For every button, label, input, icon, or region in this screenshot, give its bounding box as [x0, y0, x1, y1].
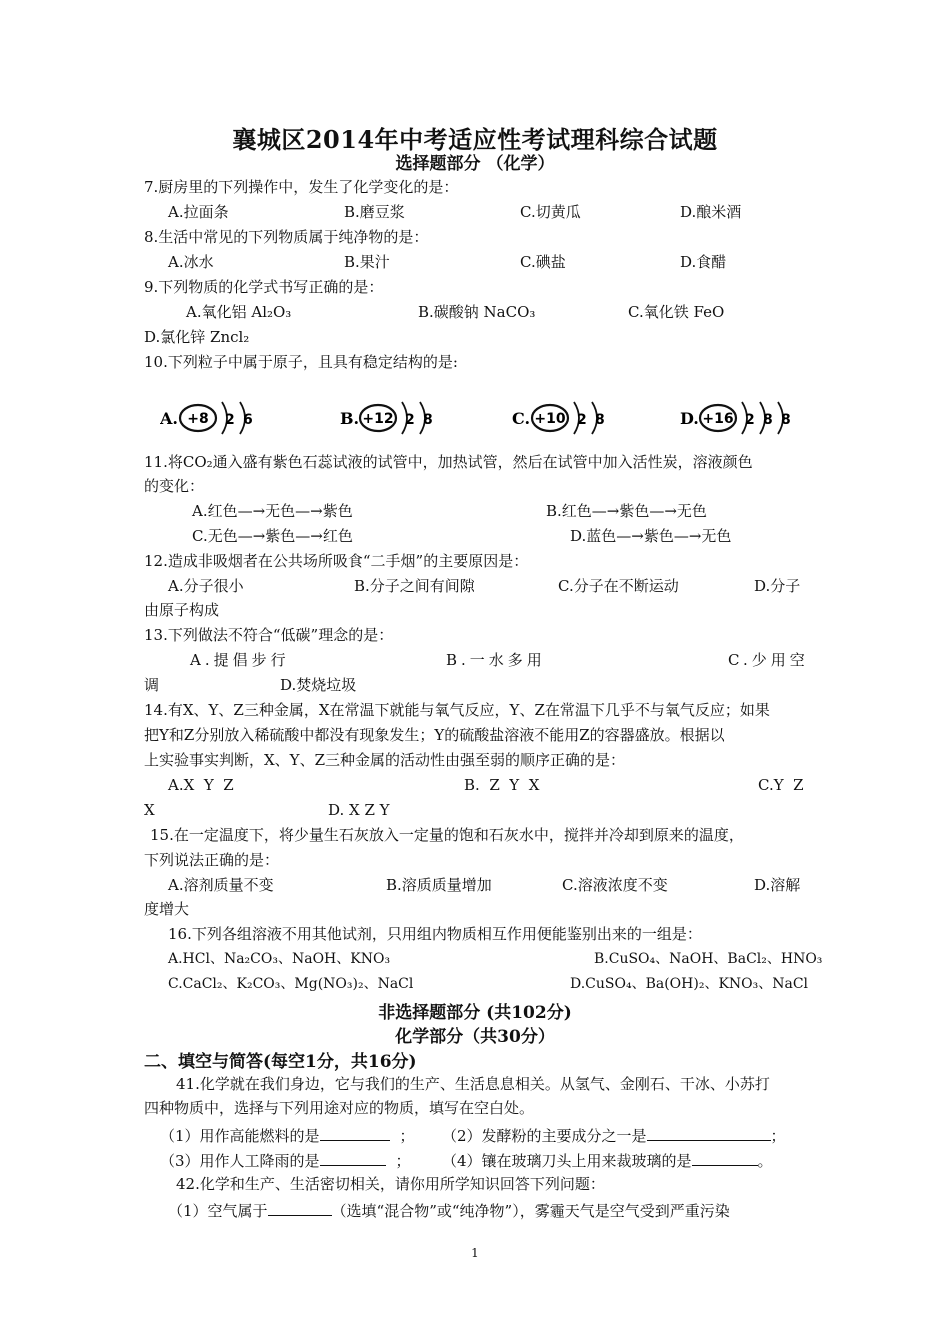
q42-stem: 42.化学和生产、生活密切相关，请你用所学知识回答下列问题：	[176, 1175, 605, 1193]
q14-stem-line1: 14.有X、Y、Z三种金属，X在常温下就能与氧气反应，Y、Z在常温下几乎不与氧气反应；如果	[144, 701, 770, 719]
q41-item-2-text: （2）发酵粉的主要成分之一是	[442, 1127, 647, 1145]
q11-stem-line1: 11.将CO₂通入盛有紫色石蕊试液的试管中，加热试管，然后在试管中加入活性炭，溶液颜色	[144, 453, 753, 471]
section-two-heading: 二、填空与简答(每空1分，共16分)	[144, 1052, 417, 1072]
atom-1-shell-1-electrons: 2	[225, 412, 235, 428]
atom-2-label: B.	[340, 409, 360, 428]
q15-stem-line2: 下列说法正确的是：	[144, 851, 280, 869]
q8-stem: 8.生活中常见的下列物质属于纯净物的是：	[144, 228, 429, 246]
exam-subtitle: 选择题部分 （化学）	[395, 154, 555, 174]
q15-option-c: C.溶液浓度不变	[562, 876, 668, 894]
atom-2-shell-2-electrons: 8	[423, 412, 433, 428]
q41-item-4-text: （4）镶在玻璃刀头上用来裁玻璃的是	[442, 1152, 692, 1170]
q42-item-1-text-cont: （选填“混合物”或“纯净物”），雾霾天气是空气受到严重污染	[331, 1202, 730, 1220]
q41-item-4	[442, 1149, 773, 1171]
q9-option-d: D.氯化锌 Zncl₂	[144, 328, 250, 346]
q14-stem-line2: 把Y和Z分别放入稀硫酸中都没有现象发生；Y的硫酸盐溶液不能用Z的容器盛放。根据以	[144, 726, 725, 744]
q9-option-a: A.氧化铝 Al₂O₃	[186, 303, 292, 321]
q41-item-3-text: （3）用作人工降雨的是	[160, 1152, 320, 1170]
q15-option-d-cont: 度增大	[144, 900, 190, 918]
q9-option-b: B.碳酸钠 NaCO₃	[418, 303, 536, 321]
atom-4-nuclear-charge: +16	[702, 411, 734, 427]
q13-stem: 13.下列做法不符合“低碳”理念的是：	[144, 626, 394, 644]
q13-option-c-cont: 调	[144, 676, 160, 694]
q41-blank-4[interactable]	[692, 1149, 758, 1166]
q7-option-a: A.拉面条	[168, 203, 229, 221]
atom-2-shell-1-electrons: 2	[405, 412, 415, 428]
atom-4-shell-3-electrons: 8	[781, 412, 791, 428]
page-number: 1	[471, 1246, 479, 1260]
q9-option-c: C.氧化铁 FeO	[628, 303, 725, 321]
q16-option-c: C.CaCl₂、K₂CO₃、Mg(NO₃)₂、NaCl	[168, 976, 414, 992]
q16-option-a: A.HCl、Na₂CO₃、NaOH、KNO₃	[168, 951, 391, 967]
q15-option-d: D.溶解	[754, 876, 801, 894]
q42-item-1	[168, 1199, 730, 1221]
q41-blank-1[interactable]	[320, 1124, 390, 1141]
q41-item-1-end: ；	[399, 1127, 415, 1145]
atom-4-label: D.	[680, 409, 699, 428]
atom-1-shell-2-electrons: 6	[243, 412, 253, 428]
q16-option-b: B.CuSO₄、NaOH、BaCl₂、HNO₃	[594, 951, 823, 967]
q8-option-a: A.冰水	[168, 253, 214, 271]
q14-option-d: D. X Z Y	[328, 801, 390, 819]
q13-option-d: D.焚烧垃圾	[280, 676, 357, 694]
atom-structure-diagrams	[160, 390, 820, 448]
q41-item-1-text: （1）用作高能燃料的是	[160, 1127, 320, 1145]
q11-option-d: D.蓝色—→紫色—→无色	[570, 527, 732, 545]
nonchoice-header: 非选择题部分 (共102分)	[378, 1003, 572, 1023]
q13-option-b: B.一水多用	[446, 651, 546, 669]
q42-item-1-text: （1）空气属于	[168, 1202, 268, 1220]
q16-option-d: D.CuSO₄、Ba(OH)₂、KNO₃、NaCl	[570, 976, 809, 992]
q15-option-a: A.溶剂质量不变	[168, 876, 274, 894]
q41-item-2-end: ；	[770, 1127, 786, 1145]
q41-item-3-end: ；	[395, 1152, 411, 1170]
atom-3-shell-2-electrons: 8	[595, 412, 605, 428]
q11-option-a: A.红色—→无色—→紫色	[192, 502, 353, 520]
q12-option-b: B.分子之间有间隙	[354, 577, 475, 595]
atom-4-shell-2-electrons: 8	[763, 412, 773, 428]
q12-option-d-cont: 由原子构成	[144, 601, 220, 619]
q16-stem: 16.下列各组溶液不用其他试剂，只用组内物质相互作用便能鉴别出来的一组是：	[168, 925, 702, 943]
q41-item-3	[160, 1149, 411, 1171]
atom-4-shell-1-electrons: 2	[745, 412, 755, 428]
q14-option-b: B. Z Y X	[464, 776, 540, 794]
q41-stem-line2: 四种物质中，选择与下列用途对应的物质，填写在空白处。	[144, 1099, 535, 1117]
q7-option-b: B.磨豆浆	[344, 203, 405, 221]
q14-stem-line3: 上实验事实判断，X、Y、Z三种金属的活动性由强至弱的顺序正确的是：	[144, 751, 626, 769]
q7-option-c: C.切黄瓜	[520, 203, 581, 221]
q12-stem: 12.造成非吸烟者在公共场所吸食“二手烟”的主要原因是：	[144, 552, 529, 570]
atom-3-nuclear-charge: +10	[534, 411, 566, 427]
q11-stem-line2: 的变化：	[144, 477, 205, 495]
q10-stem: 10.下列粒子中属于原子，且具有稳定结构的是:	[144, 353, 458, 371]
q41-item-2	[442, 1124, 786, 1146]
q14-option-c: C.Y Z	[758, 776, 804, 794]
q12-option-c: C.分子在不断运动	[558, 577, 679, 595]
q41-item-4-end: 。	[757, 1152, 773, 1170]
q14-option-a: A.X Y Z	[168, 776, 234, 794]
q13-option-c: C.少用空	[728, 651, 809, 669]
q8-option-c: C.碘盐	[520, 253, 566, 271]
q14-option-c-cont: X	[144, 801, 155, 819]
q15-option-b: B.溶质质量增加	[386, 876, 492, 894]
q7-option-d: D.酿米酒	[680, 203, 742, 221]
q9-stem: 9.下列物质的化学式书写正确的是：	[144, 278, 384, 296]
atom-3-shell-1-electrons: 2	[577, 412, 587, 428]
q42-blank-1[interactable]	[268, 1199, 332, 1216]
atom-1-nuclear-charge: +8	[187, 411, 209, 427]
q11-option-b: B.红色—→紫色—→无色	[546, 502, 707, 520]
exam-title: 襄城区2014年中考适应性考试理科综合试题	[232, 125, 718, 154]
atom-2-nuclear-charge: +12	[362, 411, 394, 427]
chem-part-header: 化学部分（共30分）	[395, 1027, 555, 1047]
q11-option-c: C.无色—→紫色—→红色	[192, 527, 353, 545]
q41-blank-3[interactable]	[320, 1149, 386, 1166]
q12-option-d: D.分子	[754, 577, 801, 595]
q7-stem: 7.厨房里的下列操作中，发生了化学变化的是：	[144, 178, 459, 196]
q12-option-a: A.分子很小	[168, 577, 244, 595]
q13-option-a: A.提倡步行	[190, 651, 290, 669]
q15-stem-line1: 15.在一定温度下，将少量生石灰放入一定量的饱和石灰水中，搅拌并冷却到原来的温度，	[150, 826, 744, 844]
atom-3-label: C.	[512, 409, 531, 428]
q41-stem-line1: 41.化学就在我们身边，它与我们的生产、生活息息相关。从氢气、金刚石、干冰、小苏打	[176, 1075, 770, 1093]
q8-option-d: D.食醋	[680, 253, 727, 271]
atom-1-label: A.	[160, 409, 178, 428]
q8-option-b: B.果汁	[344, 253, 390, 271]
q41-blank-2[interactable]	[647, 1124, 771, 1141]
q41-item-1	[160, 1124, 415, 1146]
